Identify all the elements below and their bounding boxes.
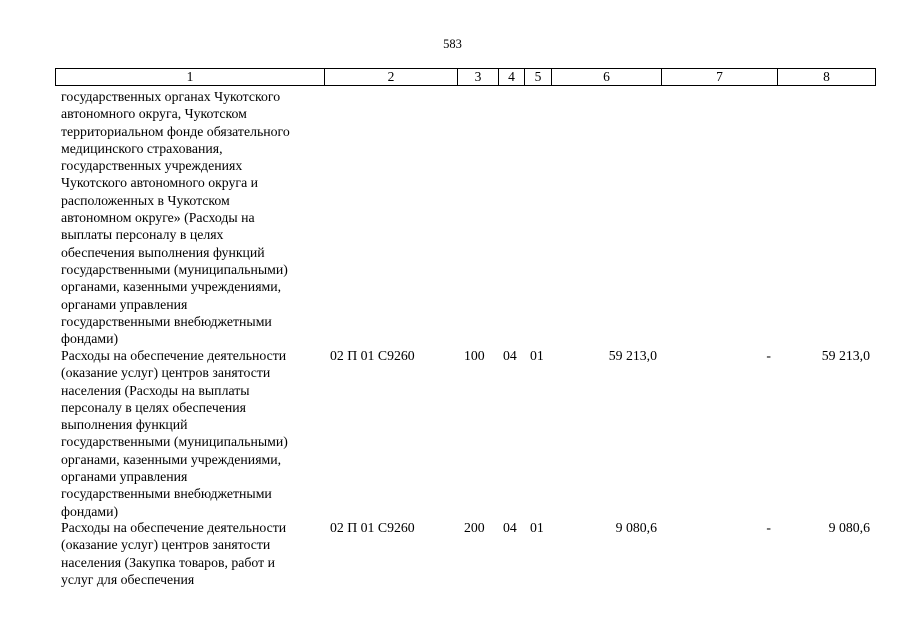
section-code: 04 xyxy=(503,520,517,535)
table-header-row xyxy=(55,68,876,86)
amount-federal: - xyxy=(766,520,771,535)
amount-regional: 59 213,0 xyxy=(821,348,870,363)
header-col-2: 2 xyxy=(325,68,458,86)
header-col-6: 6 xyxy=(552,68,662,86)
section-code: 04 xyxy=(503,348,517,363)
target-article-code: 02 П 01 С9260 xyxy=(330,348,415,363)
page-number: 583 xyxy=(443,37,462,51)
subsection-code: 01 xyxy=(530,348,544,363)
header-col-3: 3 xyxy=(458,68,499,86)
expense-type-code: 100 xyxy=(464,348,485,363)
header-col-5: 5 xyxy=(525,68,552,86)
amount-regional: 9 080,6 xyxy=(828,520,870,535)
target-article-code: 02 П 01 С9260 xyxy=(330,520,415,535)
header-col-1: 1 xyxy=(55,68,325,86)
amount-federal: - xyxy=(766,348,771,363)
row-description: Расходы на обеспечение деятельности (оказание услуг) центров занятости населения (Закупка товаров, работ и услуг для обеспечения xyxy=(61,520,287,587)
expense-type-code: 200 xyxy=(464,520,485,535)
row-description: Расходы на обеспечение деятельности (оказание услуг) центров занятости населения (Расходы на выплаты персоналу в целях обеспечения выполнения функций государственными (муниципальными) органами, казенными учреждениями, органами управления государственными внебюджетными фондами) xyxy=(61,348,288,519)
header-col-8: 8 xyxy=(778,68,876,86)
header-col-4: 4 xyxy=(499,68,525,86)
header-col-7: 7 xyxy=(662,68,778,86)
row-description: государственных органах Чукотского автономного округа, Чукотском территориальном фонде обязательного медицинского страхования, государственных учреждениях Чукотского автономного округа и расположенных в Чукотском автономном округе» (Расходы на выплаты персоналу в целях обеспечения выполнения функций государственными (муниципальными) органами, казенными учреждениями, органами управления государственными внебюджетными фондами) xyxy=(61,89,290,347)
amount-total: 59 213,0 xyxy=(608,348,657,363)
amount-total: 9 080,6 xyxy=(615,520,657,535)
subsection-code: 01 xyxy=(530,520,544,535)
